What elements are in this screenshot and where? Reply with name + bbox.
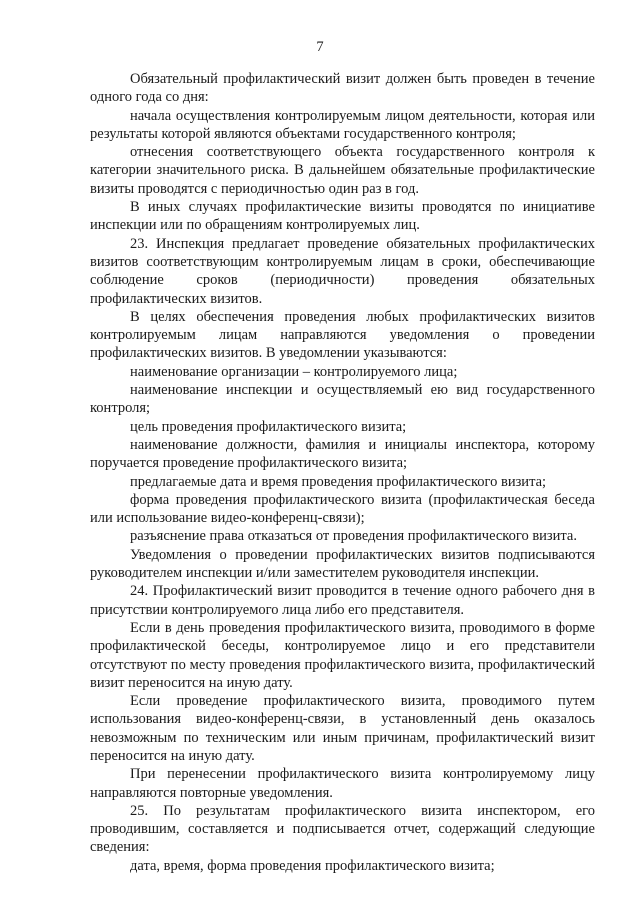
document-body [90, 70, 595, 875]
paragraph: 23. Инспекция предлагает проведение обязательных профилактических визитов соответствующим контролируемым лицам в сроки, обеспечивающие соблюдение сроков (периодичности) проведения обязательных профилактических визитов. [90, 235, 595, 307]
paragraph: форма проведения профилактического визита (профилактическая беседа или использование видео-конференц-связи); [90, 491, 595, 527]
paragraph: наименование организации – контролируемого лица; [130, 363, 458, 380]
paragraph: отнесения соответствующего объекта государственного контроля к категории значительного риска. В дальнейшем обязательные профилактические визиты проводятся с периодичностью один раз в год. [90, 144, 595, 197]
paragraph: разъяснение права отказаться от проведения профилактического визита. [130, 528, 577, 545]
paragraph: цель проведения профилактического визита; [130, 418, 407, 435]
page-number: 7 [316, 39, 324, 55]
paragraph: Если в день проведения профилактического визита, проводимого в форме профилактической беседы, контролируемое лицо и его представители отсутствуют по месту проведения профилактического визита, профилактический визит переносится на иную дату. [90, 619, 595, 691]
paragraph: Обязательный профилактический визит должен быть проведен в течение одного года со дня: [90, 71, 595, 106]
paragraph: При перенесении профилактического визита контролируемому лицу направляются повторные уведомления. [90, 766, 595, 801]
paragraph: дата, время, форма проведения профилактического визита; [130, 857, 495, 874]
paragraph: 24. Профилактический визит проводится в течение одного рабочего дня в присутствии контролируемого лица либо его представителя. [90, 583, 595, 618]
paragraph: Уведомления о проведении профилактических визитов подписываются руководителем инспекции и/или заместителем руководителя инспекции. [90, 546, 595, 582]
paragraph: начала осуществления контролируемым лицом деятельности, которая или результаты которой являются объектами государственного контроля; [90, 107, 595, 142]
paragraph: наименование должности, фамилия и инициалы инспектора, которому поручается проведение профилактического визита; [90, 436, 595, 472]
paragraph: Если проведение профилактического визита, проводимого путем использования видео-конференц-связи, в установленный день оказалось невозможным по техническим или иным причинам, профилактический визит переносится на иную дату. [90, 693, 595, 764]
paragraph: предлагаемые дата и время проведения профилактического визита; [130, 473, 547, 490]
paragraph: В иных случаях профилактические визиты проводятся по инициативе инспекции или по обращениям контролируемых лиц. [90, 199, 595, 234]
paragraph: В целях обеспечения проведения любых профилактических визитов контролируемым лицам направляются уведомления о проведении профилактических визитов. В уведомлении указываются: [90, 308, 595, 362]
paragraph: 25. По результатам профилактического визита инспектором, его проводившим, составляется и подписывается отчет, содержащий следующие сведения: [90, 802, 595, 856]
paragraph: наименование инспекции и осуществляемый ею вид государственного контроля; [90, 382, 595, 417]
